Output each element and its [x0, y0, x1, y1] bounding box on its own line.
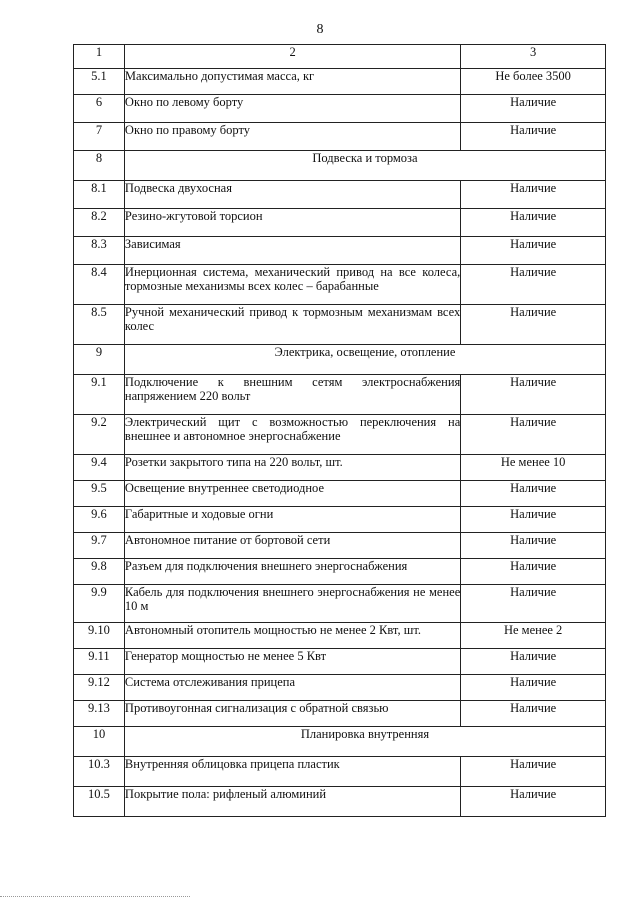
item-description: Инерционная система, механический привод на все колеса, тормозные механизмы всех колес – барабанные — [124, 265, 460, 305]
item-description: Подвеска двухосная — [124, 181, 460, 209]
item-number: 9.10 — [74, 623, 125, 649]
item-value: Наличие — [461, 701, 606, 727]
table-row — [74, 237, 606, 265]
item-description: Генератор мощностью не менее 5 Квт — [124, 649, 460, 675]
table-row — [74, 375, 606, 415]
page-number: 8 — [316, 22, 324, 37]
item-value: Не более 3500 — [461, 69, 606, 95]
item-number: 10.3 — [74, 757, 125, 787]
item-number: 9.8 — [74, 559, 125, 585]
table-row — [74, 415, 606, 455]
section-row — [74, 345, 606, 375]
table-row — [74, 649, 606, 675]
item-description: Покрытие пола: рифленый алюминий — [124, 787, 460, 817]
item-description: Противоугонная сигнализация с обратной связью — [124, 701, 460, 727]
table-row — [74, 623, 606, 649]
section-title: Электрика, освещение, отопление — [124, 345, 605, 375]
table-row — [74, 209, 606, 237]
table-row — [74, 533, 606, 559]
item-number: 8.4 — [74, 265, 125, 305]
column-header-3: 3 — [461, 45, 606, 69]
item-value: Наличие — [461, 507, 606, 533]
item-value: Наличие — [461, 533, 606, 559]
item-value: Наличие — [461, 649, 606, 675]
item-number: 9.1 — [74, 375, 125, 415]
item-description: Габаритные и ходовые огни — [124, 507, 460, 533]
item-description: Ручной механический привод к тормозным механизмам всех колес — [124, 305, 460, 345]
item-description: Окно по правому борту — [124, 123, 460, 151]
table-row — [74, 181, 606, 209]
item-number: 9.6 — [74, 507, 125, 533]
item-value: Наличие — [461, 209, 606, 237]
item-value: Наличие — [461, 181, 606, 209]
scan-edge-mark — [0, 896, 190, 903]
table-body — [74, 45, 606, 817]
item-value: Наличие — [461, 123, 606, 151]
item-value: Наличие — [461, 757, 606, 787]
item-description: Разъем для подключения внешнего энергоснабжения — [124, 559, 460, 585]
item-description: Освещение внутреннее светодиодное — [124, 481, 460, 507]
table-row — [74, 95, 606, 123]
item-number: 9.9 — [74, 585, 125, 623]
section-row — [74, 727, 606, 757]
item-description: Максимально допустимая масса, кг — [124, 69, 460, 95]
item-number: 7 — [74, 123, 125, 151]
table-row — [74, 757, 606, 787]
table-row — [74, 787, 606, 817]
section-number: 8 — [74, 151, 125, 181]
section-number: 9 — [74, 345, 125, 375]
item-description: Система отслеживания прицепа — [124, 675, 460, 701]
table-row — [74, 123, 606, 151]
item-description: Кабель для подключения внешнего энергоснабжения не менее 10 м — [124, 585, 460, 623]
item-value: Наличие — [461, 481, 606, 507]
item-number: 8.2 — [74, 209, 125, 237]
table-row — [74, 585, 606, 623]
item-value: Наличие — [461, 375, 606, 415]
item-number: 9.12 — [74, 675, 125, 701]
column-header-2: 2 — [124, 45, 460, 69]
section-row — [74, 151, 606, 181]
item-value: Наличие — [461, 415, 606, 455]
item-description: Электрический щит с возможностью переключения на внешнее и автономное энергоснабжение — [124, 415, 460, 455]
item-description: Подключение к внешним сетям электроснабжения напряжением 220 вольт — [124, 375, 460, 415]
specification-table — [73, 44, 606, 817]
section-title: Подвеска и тормоза — [124, 151, 605, 181]
item-number: 8.3 — [74, 237, 125, 265]
section-number: 10 — [74, 727, 125, 757]
table-row — [74, 701, 606, 727]
item-value: Наличие — [461, 675, 606, 701]
item-number: 9.5 — [74, 481, 125, 507]
item-number: 5.1 — [74, 69, 125, 95]
item-value: Не менее 2 — [461, 623, 606, 649]
item-number: 9.7 — [74, 533, 125, 559]
item-value: Наличие — [461, 265, 606, 305]
item-description: Зависимая — [124, 237, 460, 265]
item-value: Не менее 10 — [461, 455, 606, 481]
item-description: Розетки закрытого типа на 220 вольт, шт. — [124, 455, 460, 481]
item-description: Окно по левому борту — [124, 95, 460, 123]
table-row — [74, 69, 606, 95]
item-description: Автономный отопитель мощностью не менее 2 Квт, шт. — [124, 623, 460, 649]
item-number: 8.1 — [74, 181, 125, 209]
item-description: Автономное питание от бортовой сети — [124, 533, 460, 559]
item-description: Резино-жгутовой торсион — [124, 209, 460, 237]
item-value: Наличие — [461, 559, 606, 585]
item-value: Наличие — [461, 787, 606, 817]
item-number: 9.11 — [74, 649, 125, 675]
item-number: 10.5 — [74, 787, 125, 817]
item-number: 9.4 — [74, 455, 125, 481]
item-value: Наличие — [461, 305, 606, 345]
table-row — [74, 265, 606, 305]
item-value: Наличие — [461, 95, 606, 123]
section-title: Планировка внутренняя — [124, 727, 605, 757]
item-number: 9.13 — [74, 701, 125, 727]
table-row — [74, 675, 606, 701]
table-row — [74, 305, 606, 345]
table-row — [74, 559, 606, 585]
item-number: 9.2 — [74, 415, 125, 455]
table-row — [74, 455, 606, 481]
item-value: Наличие — [461, 237, 606, 265]
item-number: 8.5 — [74, 305, 125, 345]
item-value: Наличие — [461, 585, 606, 623]
item-number: 6 — [74, 95, 125, 123]
table-header-row — [74, 45, 606, 69]
item-description: Внутренняя облицовка прицепа пластик — [124, 757, 460, 787]
column-header-1: 1 — [74, 45, 125, 69]
table-row — [74, 507, 606, 533]
table-row — [74, 481, 606, 507]
